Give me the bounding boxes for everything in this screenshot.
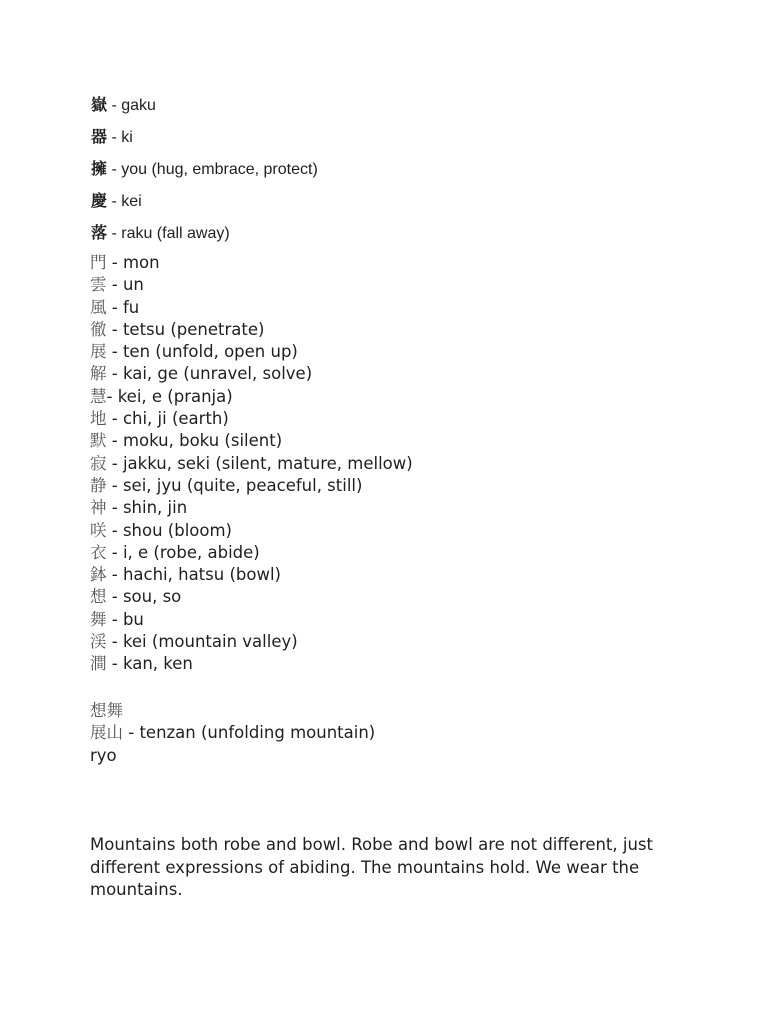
reading: - moku, boku (silent) — [106, 431, 283, 451]
kanji: 擁 — [91, 159, 108, 178]
list-item — [90, 274, 413, 296]
reading: - ten (unfold, open up) — [106, 342, 298, 362]
reading: - raku (fall away) — [107, 225, 230, 242]
closing-paragraph: Mountains both robe and bowl. Robe and bowl are not different, just different expressions of abiding. The mountains hold. We wear the mountains. — [90, 835, 653, 899]
list-item — [90, 319, 413, 341]
kanji: 衣 — [90, 542, 107, 562]
kanji: 澗 — [90, 654, 107, 674]
kanji: 展 — [90, 342, 107, 362]
reading: - mon — [106, 253, 160, 272]
list-item — [90, 564, 413, 586]
kanji: 舞 — [90, 609, 107, 629]
reading: - shou (bloom) — [106, 520, 232, 540]
kanji: 門 — [90, 253, 107, 272]
list-item — [90, 252, 413, 274]
kanji: 神 — [90, 498, 107, 518]
kanji: 慶 — [91, 191, 108, 210]
reading: - hachi, hatsu (bowl) — [106, 565, 281, 585]
list-item — [90, 408, 413, 430]
kanji: 渓 — [90, 632, 107, 652]
reading: - fu — [106, 297, 140, 317]
kanji: 咲 — [90, 520, 107, 540]
list-item — [91, 191, 318, 223]
bold-kanji-list — [91, 95, 318, 255]
compound-line — [90, 745, 375, 767]
reading: - shin, jin — [106, 498, 188, 518]
reading: - chi, ji (earth) — [106, 409, 229, 429]
list-item — [90, 430, 413, 452]
kanji: 慧 — [90, 386, 107, 406]
kanji: 雲 — [90, 275, 107, 295]
compound-line — [90, 700, 375, 722]
kanji: 寂 — [90, 453, 107, 473]
reading: - kan, ken — [106, 654, 193, 674]
kanji-reading-list — [90, 252, 413, 676]
list-item — [90, 653, 413, 675]
reading: - kei — [107, 193, 142, 210]
list-item — [90, 609, 413, 631]
kanji: 想 — [90, 587, 107, 607]
list-item — [90, 297, 413, 319]
reading: - tenzan (unfolding mountain) — [123, 723, 376, 743]
kanji: 静 — [90, 475, 107, 495]
kanji: 徹 — [90, 319, 107, 339]
reading: - jakku, seki (silent, mature, mellow) — [106, 453, 413, 473]
kanji: 嶽 — [91, 95, 108, 114]
list-item — [90, 453, 413, 475]
list-item — [91, 159, 318, 191]
reading: - kei (mountain valley) — [106, 632, 298, 652]
reading: - sei, jyu (quite, peaceful, still) — [106, 475, 363, 495]
list-item — [90, 497, 413, 519]
list-item — [91, 223, 318, 255]
reading: - you (hug, embrace, protect) — [107, 161, 318, 178]
list-item — [90, 341, 413, 363]
list-item — [91, 95, 318, 127]
reading: ryo — [90, 745, 117, 765]
reading: - kei, e (pranja) — [106, 386, 233, 406]
reading: - kai, ge (unravel, solve) — [106, 364, 313, 384]
reading: - tetsu (penetrate) — [106, 319, 265, 339]
list-item — [90, 363, 413, 385]
list-item — [90, 386, 413, 408]
kanji: 地 — [90, 409, 107, 429]
list-item — [90, 475, 413, 497]
list-item — [90, 520, 413, 542]
kanji: 鉢 — [90, 565, 107, 585]
compound-line — [90, 722, 375, 744]
list-item — [90, 631, 413, 653]
reading: - un — [106, 275, 144, 295]
kanji: 解 — [90, 364, 107, 384]
list-item — [91, 127, 318, 159]
list-item — [90, 542, 413, 564]
reading: - ki — [107, 129, 133, 146]
kanji: 落 — [91, 223, 108, 242]
reading: - sou, so — [106, 587, 182, 607]
reading: - i, e (robe, abide) — [106, 542, 260, 562]
reading: - gaku — [107, 97, 156, 114]
kanji: 風 — [90, 297, 107, 317]
kanji: 想舞 — [90, 701, 123, 720]
compound-words — [90, 700, 375, 767]
kanji: 默 — [90, 431, 107, 451]
list-item — [90, 586, 413, 608]
kanji: 展山 — [90, 723, 123, 743]
kanji: 器 — [91, 127, 108, 146]
reading: - bu — [106, 609, 144, 629]
